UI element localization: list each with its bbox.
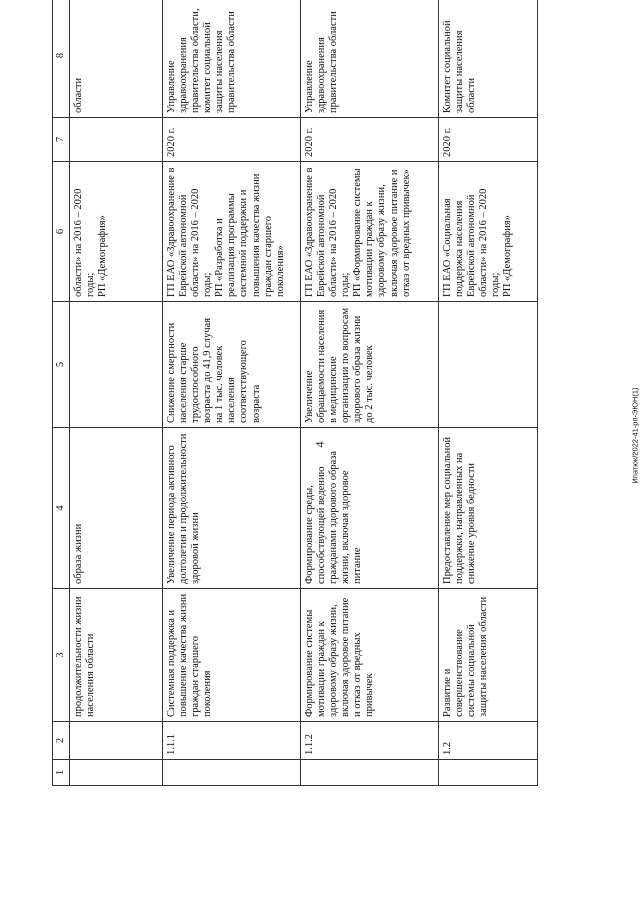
program-cell: ГП ЕАО «Социальная поддержка населения Еврейской автономной области» на 2016 – 2020 годы; РП «Демография» xyxy=(439,162,538,302)
header-cell: 7 xyxy=(53,118,70,162)
measure-cell: продолжительности жизни населения области xyxy=(70,589,163,722)
row-index-cell xyxy=(163,760,301,786)
deadline-cell: 2020 г. xyxy=(163,118,301,162)
table-row xyxy=(439,0,538,786)
measure-cell: Системная поддержка и повышение качества жизни граждан старшего поколения xyxy=(163,589,301,722)
indicator-cell: Увеличение обращаемости населения в медицинские организации по вопросам здорового образа жизни до 2 тыс. человек xyxy=(301,302,439,428)
table-row xyxy=(70,0,163,786)
item-number-cell: 1.1.1 xyxy=(163,722,301,760)
deadline-cell xyxy=(70,118,163,162)
table-row xyxy=(163,0,301,786)
row-index-cell xyxy=(70,760,163,786)
item-number-cell: 1.1.2 xyxy=(301,722,439,760)
header-row xyxy=(53,0,70,786)
measure-cell: Развитие и совершенствование системы социальной защиты населения области xyxy=(439,589,538,722)
measure-cell: Формирование системы мотивации граждан к здоровому образу жизни, включая здоровое питание и отказ от вредных привычек xyxy=(301,589,439,722)
header-cell: 3 xyxy=(53,589,70,722)
row-index-cell xyxy=(439,760,538,786)
page-number: 4 xyxy=(312,441,327,448)
indicator-cell: Снижение смертности населения старше трудоспособного возраста до 41,9 случая на 1 тыс. человек населения соответствующего возраста xyxy=(163,302,301,428)
responsible-cell: Комитет социальной защиты населения области xyxy=(439,0,538,118)
deadline-cell: 2020 г. xyxy=(301,118,439,162)
responsible-cell: области xyxy=(70,0,163,118)
document-stamp: Ипатюк/2022-41-рп-ЭЮН(1) xyxy=(630,387,640,484)
plan-table xyxy=(52,0,538,786)
goal-cell: образа жизни xyxy=(70,428,163,589)
header-cell: 1 xyxy=(53,760,70,786)
goal-cell: Увеличение периода активного долголетия и продолжительности здоровой жизни xyxy=(163,428,301,589)
header-cell: 8 xyxy=(53,0,70,118)
responsible-cell: Управление здравоохранения правительства области xyxy=(301,0,439,118)
indicator-cell xyxy=(70,302,163,428)
item-number-cell: 1.2 xyxy=(439,722,538,760)
plan-table-rotated xyxy=(52,0,532,786)
goal-cell: Формирование среды, способствующей ведению гражданами здорового образа жизни, включая здоровое питание xyxy=(301,428,439,589)
program-cell: ГП ЕАО «Здравоохранение в Еврейской автономной области» на 2016 – 2020 годы; РП «Разработка и реализация программы системной поддержки и повышения качества жизни граждан старшего поколения» xyxy=(163,162,301,302)
header-cell: 6 xyxy=(53,162,70,302)
indicator-cell xyxy=(439,302,538,428)
program-cell: области» на 2016 – 2020 годы; РП «Демография» xyxy=(70,162,163,302)
row-index-cell xyxy=(301,760,439,786)
program-cell: ГП ЕАО «Здравоохранение в Еврейской автономной области» на 2016 – 2020 годы; РП «Формирование системы мотивации граждан к здоровому образу жизни, включая здоровое питание и отказ от вредных привычек» xyxy=(301,162,439,302)
header-cell: 4 xyxy=(53,428,70,589)
deadline-cell: 2020 г. xyxy=(439,118,538,162)
goal-cell: Предоставление мер социальной поддержки, направленных на снижение уровня бедности xyxy=(439,428,538,589)
item-number-cell xyxy=(70,722,163,760)
responsible-cell: Управление здравоохранения правительства области, комитет социальной защиты населения правительства области xyxy=(163,0,301,118)
header-cell: 2 xyxy=(53,722,70,760)
header-cell: 5 xyxy=(53,302,70,428)
table-row xyxy=(301,0,439,786)
